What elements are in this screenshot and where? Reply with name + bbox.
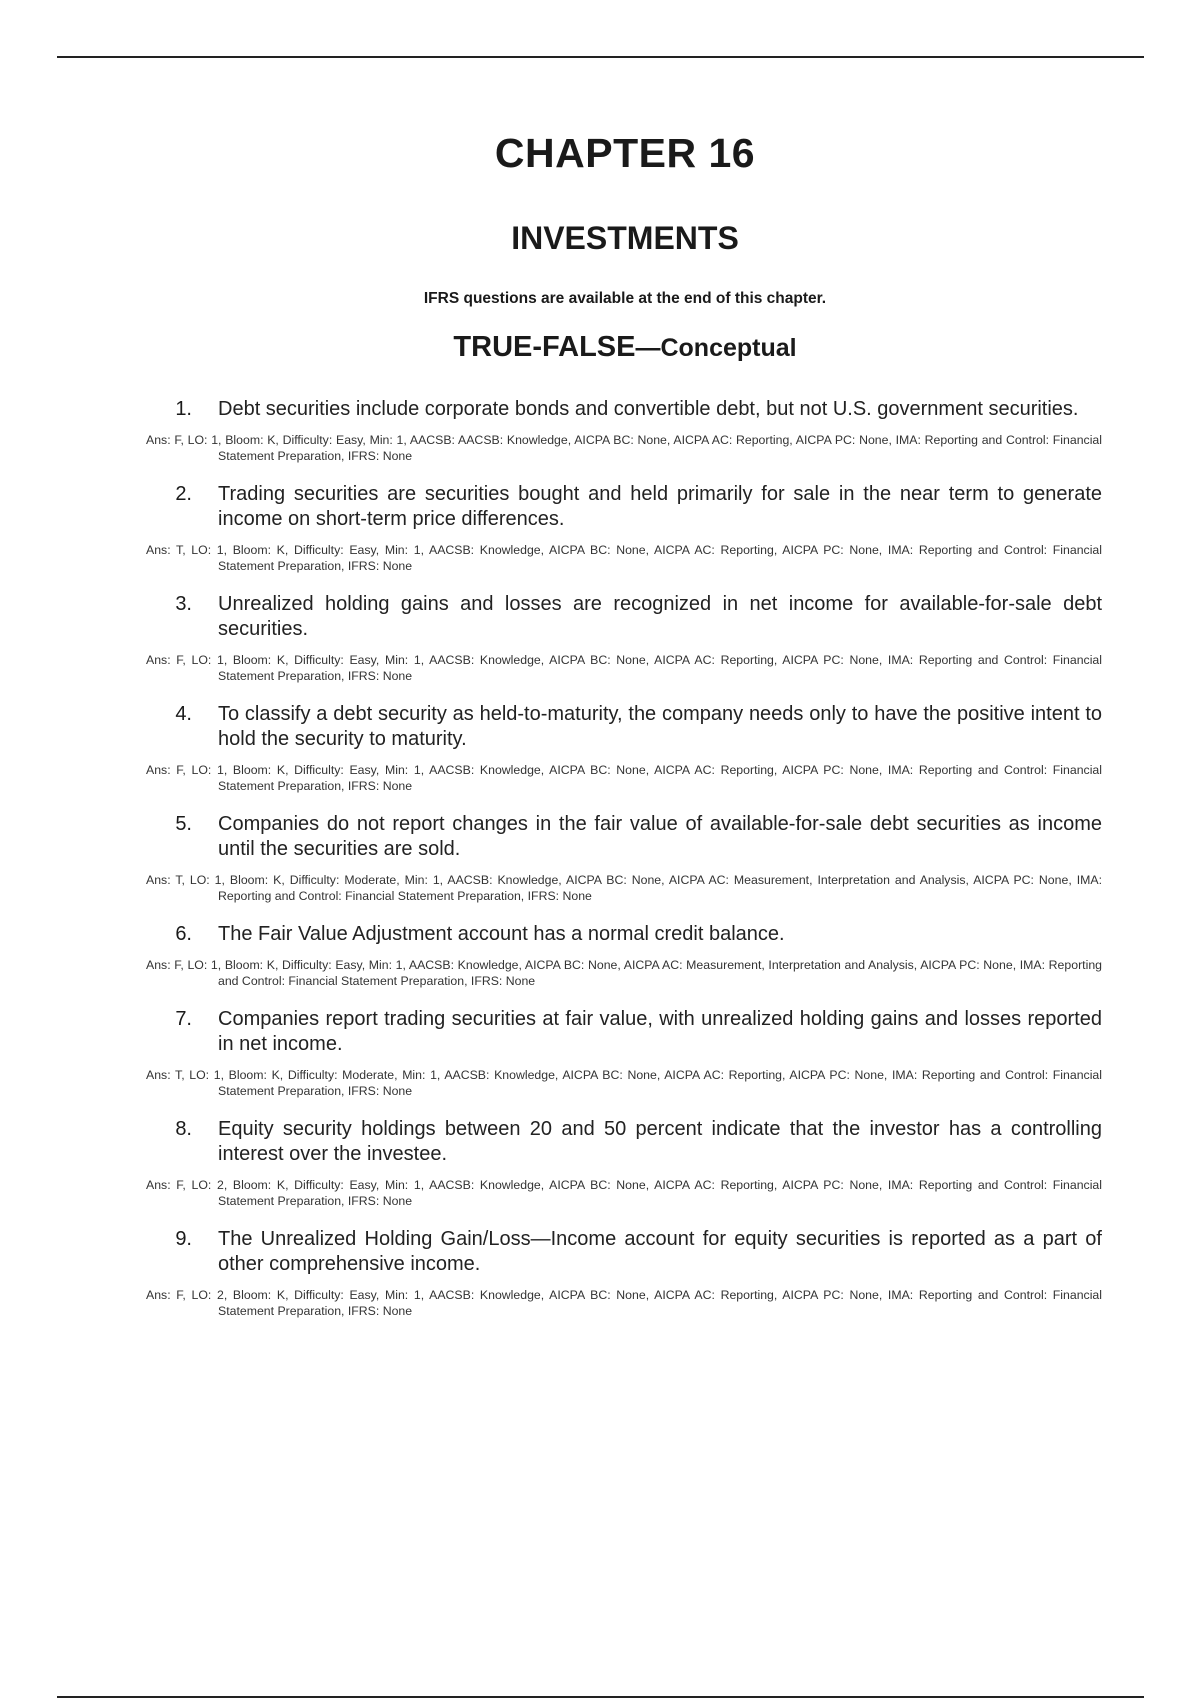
answer-metadata: Ans: T, LO: 1, Bloom: K, Difficulty: Moderate, Min: 1, AACSB: Knowledge, AICPA BC: None, AICPA AC: Measurement, Interpretation and Analysis, AICPA PC: None, IMA: Reporting and Control: Financial Statement Preparation, IFRS: None [146,873,1102,903]
question-text: Unrealized holding gains and losses are recognized in net income for available-for-sale debt securities. [218,593,1102,640]
section-heading-main: TRUE-FALSE [453,331,636,363]
question-number: 9. [175,1228,192,1250]
chapter-subtitle: INVESTMENTS [511,220,739,256]
question-number: 4. [175,703,192,725]
answer-metadata: Ans: T, LO: 1, Bloom: K, Difficulty: Moderate, Min: 1, AACSB: Knowledge, AICPA BC: None, AICPA AC: Reporting, AICPA PC: None, IMA: Reporting and Control: Financial Statement Preparation, IFRS: None [146,1068,1102,1098]
question-number: 5. [175,813,192,835]
question-item [0,1117,1200,1209]
question-number: 2. [175,483,192,505]
question-item [0,592,1200,684]
question-text: Trading securities are securities bought and held primarily for sale in the near term to generate income on short-term price differences. [218,483,1102,530]
question-text: The Fair Value Adjustment account has a normal credit balance. [218,923,785,945]
answer-metadata: Ans: F, LO: 2, Bloom: K, Difficulty: Easy, Min: 1, AACSB: Knowledge, AICPA BC: None, AICPA AC: Reporting, AICPA PC: None, IMA: Reporting and Control: Financial Statement Preparation, IFRS: None [146,1288,1102,1318]
chapter-title: CHAPTER 16 [494,130,756,176]
question-text: Equity security holdings between 20 and 50 percent indicate that the investor has a controlling interest over the investee. [218,1118,1102,1165]
section-heading-sub: —Conceptual [635,334,797,362]
answer-metadata: Ans: T, LO: 1, Bloom: K, Difficulty: Easy, Min: 1, AACSB: Knowledge, AICPA BC: None, AICPA AC: Reporting, AICPA PC: None, IMA: Reporting and Control: Financial Statement Preparation, IFRS: None [146,543,1102,573]
answer-metadata: Ans: F, LO: 1, Bloom: K, Difficulty: Easy, Min: 1, AACSB: Knowledge, AICPA BC: None, AICPA AC: Reporting, AICPA PC: None, IMA: Reporting and Control: Financial Statement Preparation, IFRS: None [146,763,1102,793]
answer-metadata: Ans: F, LO: 1, Bloom: K, Difficulty: Easy, Min: 1, AACSB: Knowledge, AICPA BC: None, AICPA AC: Reporting, AICPA PC: None, IMA: Reporting and Control: Financial Statement Preparation, IFRS: None [146,653,1102,683]
question-number: 6. [175,923,192,945]
question-text: Companies do not report changes in the fair value of available-for-sale debt securities as income until the securities are sold. [218,813,1102,860]
question-item [0,397,1200,464]
question-text: To classify a debt security as held-to-maturity, the company needs only to have the positive intent to hold the security to maturity. [218,703,1102,750]
answer-metadata: Ans: F, LO: 1, Bloom: K, Difficulty: Easy, Min: 1, AACSB: AACSB: Knowledge, AICPA BC: None, AICPA AC: Reporting, AICPA PC: None, IMA: Reporting and Control: Financial Statement Preparation, IFRS: None [146,433,1102,463]
answer-metadata: Ans: F, LO: 2, Bloom: K, Difficulty: Easy, Min: 1, AACSB: Knowledge, AICPA BC: None, AICPA AC: Reporting, AICPA PC: None, IMA: Reporting and Control: Financial Statement Preparation, IFRS: None [146,1178,1102,1208]
question-item [0,1007,1200,1099]
question-text: Companies report trading securities at fair value, with unrealized holding gains and losses reported in net income. [218,1008,1102,1055]
question-list [0,397,1200,1319]
top-rule [57,56,1144,58]
question-item [0,482,1200,574]
question-number: 7. [175,1008,192,1030]
question-text: The Unrealized Holding Gain/Loss—Income account for equity securities is reported as a part of other comprehensive income. [218,1228,1102,1275]
question-text: Debt securities include corporate bonds and convertible debt, but not U.S. government securities. [218,398,1079,420]
ifrs-note: IFRS questions are available at the end of this chapter. [423,290,827,307]
question-item [0,702,1200,794]
section-heading [0,331,1200,364]
question-number: 1. [175,398,192,420]
question-number: 3. [175,593,192,615]
question-item [0,1227,1200,1319]
answer-metadata: Ans: F, LO: 1, Bloom: K, Difficulty: Easy, Min: 1, AACSB: Knowledge, AICPA BC: None, AICPA AC: Measurement, Interpretation and Analysis, AICPA PC: None, IMA: Reporting and Control: Financial Statement Preparation, IFRS: None [146,958,1102,988]
question-item [0,812,1200,904]
question-item [0,922,1200,989]
bottom-rule [57,1696,1144,1698]
question-number: 8. [175,1118,192,1140]
